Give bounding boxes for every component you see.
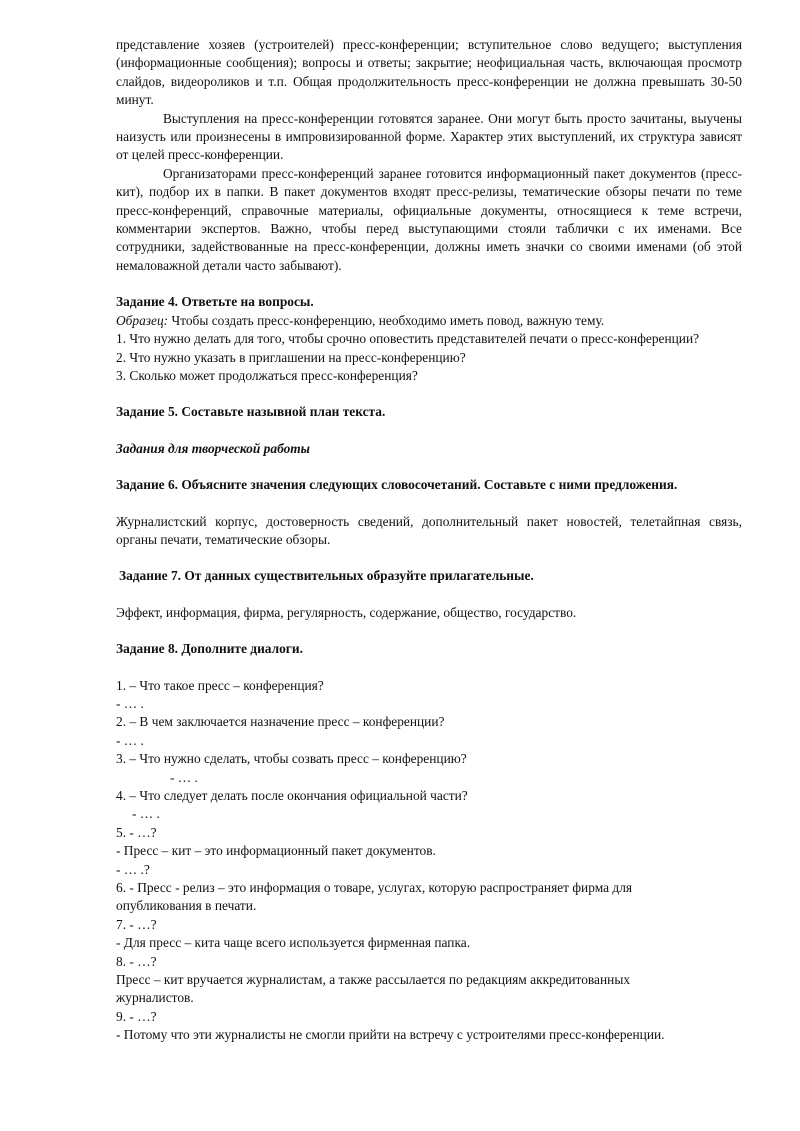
- task4-question-1: 1. Что нужно делать для того, чтобы срочно оповестить представителей печати о пресс-конференции?: [116, 331, 700, 347]
- dialog-line: 4. – Что следует делать после окончания официальной части?: [116, 788, 468, 803]
- dialog-line: Пресс – кит вручается журналистам, а также рассылается по редакциям аккредитованных журналистов.: [116, 972, 631, 1006]
- dialog-line: 9. - …?: [116, 1008, 157, 1024]
- task4-question-3: 3. Сколько может продолжаться пресс-конференция?: [116, 367, 418, 383]
- dialog-line: 7. - …?: [116, 916, 157, 932]
- task8-heading: Задание 8. Дополните диалоги.: [116, 641, 303, 657]
- dialog-line: - Потому что эти журналисты не смогли прийти на встречу с устроителями пресс-конференции.: [116, 1027, 665, 1043]
- dialog-line: - … .: [116, 695, 144, 711]
- dialog-line: - Для пресс – кита чаще всего используется фирменная папка.: [116, 935, 471, 951]
- task6-heading: Задание 6. Объясните значения следующих словосочетаний. Составьте с ними предложения.: [116, 477, 678, 493]
- document-page: [116, 36, 742, 1045]
- dialog-line: - … .?: [116, 861, 150, 877]
- task4-question-2: 2. Что нужно указать в приглашении на пресс-конференцию?: [116, 349, 466, 365]
- dialog-line: - … .: [116, 732, 144, 748]
- dialog-line: - Пресс – кит – это информационный пакет документов.: [116, 843, 436, 859]
- task7-heading: Задание 7. От данных существительных образуйте прилагательные.: [119, 568, 534, 584]
- task4-heading: Задание 4. Ответьте на вопросы.: [116, 294, 314, 310]
- dialog-line: 6. - Пресс - релиз – это информация о товаре, услугах, которую распространяет фирма для опубликования в печати.: [116, 880, 633, 914]
- dialog-line: 5. - …?: [116, 824, 157, 840]
- task4-sample-text: Чтобы создать пресс-конференцию, необходимо иметь повод, важную тему.: [168, 312, 605, 328]
- task5-heading: Задание 5. Составьте назывной план текста.: [116, 404, 386, 420]
- dialog-line: - … .: [132, 806, 160, 822]
- dialog-line: 8. - …?: [116, 953, 157, 969]
- dialog-line: - … .: [170, 769, 198, 785]
- intro-paragraph-1: представление хозяев (устроителей) пресс-конференции; вступительное слово ведущего; выступления (информационные сообщения); вопросы и ответы; закрытие; неофициальная часть, включающая просмотр слайдов, видеороликов и т.п. Общая продолжительность пресс-конференции не должна превышать 30-50 минут.: [116, 37, 742, 108]
- dialog-line: 2. – В чем заключается назначение пресс – конференции?: [116, 714, 445, 730]
- intro-paragraph-3: Организаторами пресс-конференций заранее готовится информационный пакет документов (пресс-кит), подбор их в папки. В пакет документов входят пресс-релизы, тематические обзоры печати по теме пресс-конференций, справочные материалы, официальные документы, относящиеся к теме встречи, комментарии экспертов. Важно, чтобы перед выступающими стояли таблички с их именами. Все сотрудники, задействованные на пресс-конференции, должны иметь значки со своими именами (об этой немаловажной детали часто забывают).: [116, 165, 742, 273]
- creative-work-heading: Задания для творческой работы: [116, 440, 310, 456]
- dialog-line: 1. – Что такое пресс – конференция?: [116, 677, 324, 693]
- task4-sample-label: Образец:: [116, 312, 169, 328]
- task7-text: Эффект, информация, фирма, регулярность, содержание, общество, государство.: [116, 604, 577, 620]
- dialog-line: 3. – Что нужно сделать, чтобы созвать пресс – конференцию?: [116, 751, 467, 767]
- intro-paragraph-2: Выступления на пресс-конференции готовятся заранее. Они могут быть просто зачитаны, выучены наизусть или произнесены в импровизированной форме. Характер этих выступлений, их структура зависят от целей пресс-конференции.: [116, 110, 742, 163]
- task6-text: Журналистский корпус, достоверность сведений, дополнительный пакет новостей, телетайпная связь, органы печати, тематические обзоры.: [116, 513, 742, 547]
- task4-sample: [116, 312, 742, 330]
